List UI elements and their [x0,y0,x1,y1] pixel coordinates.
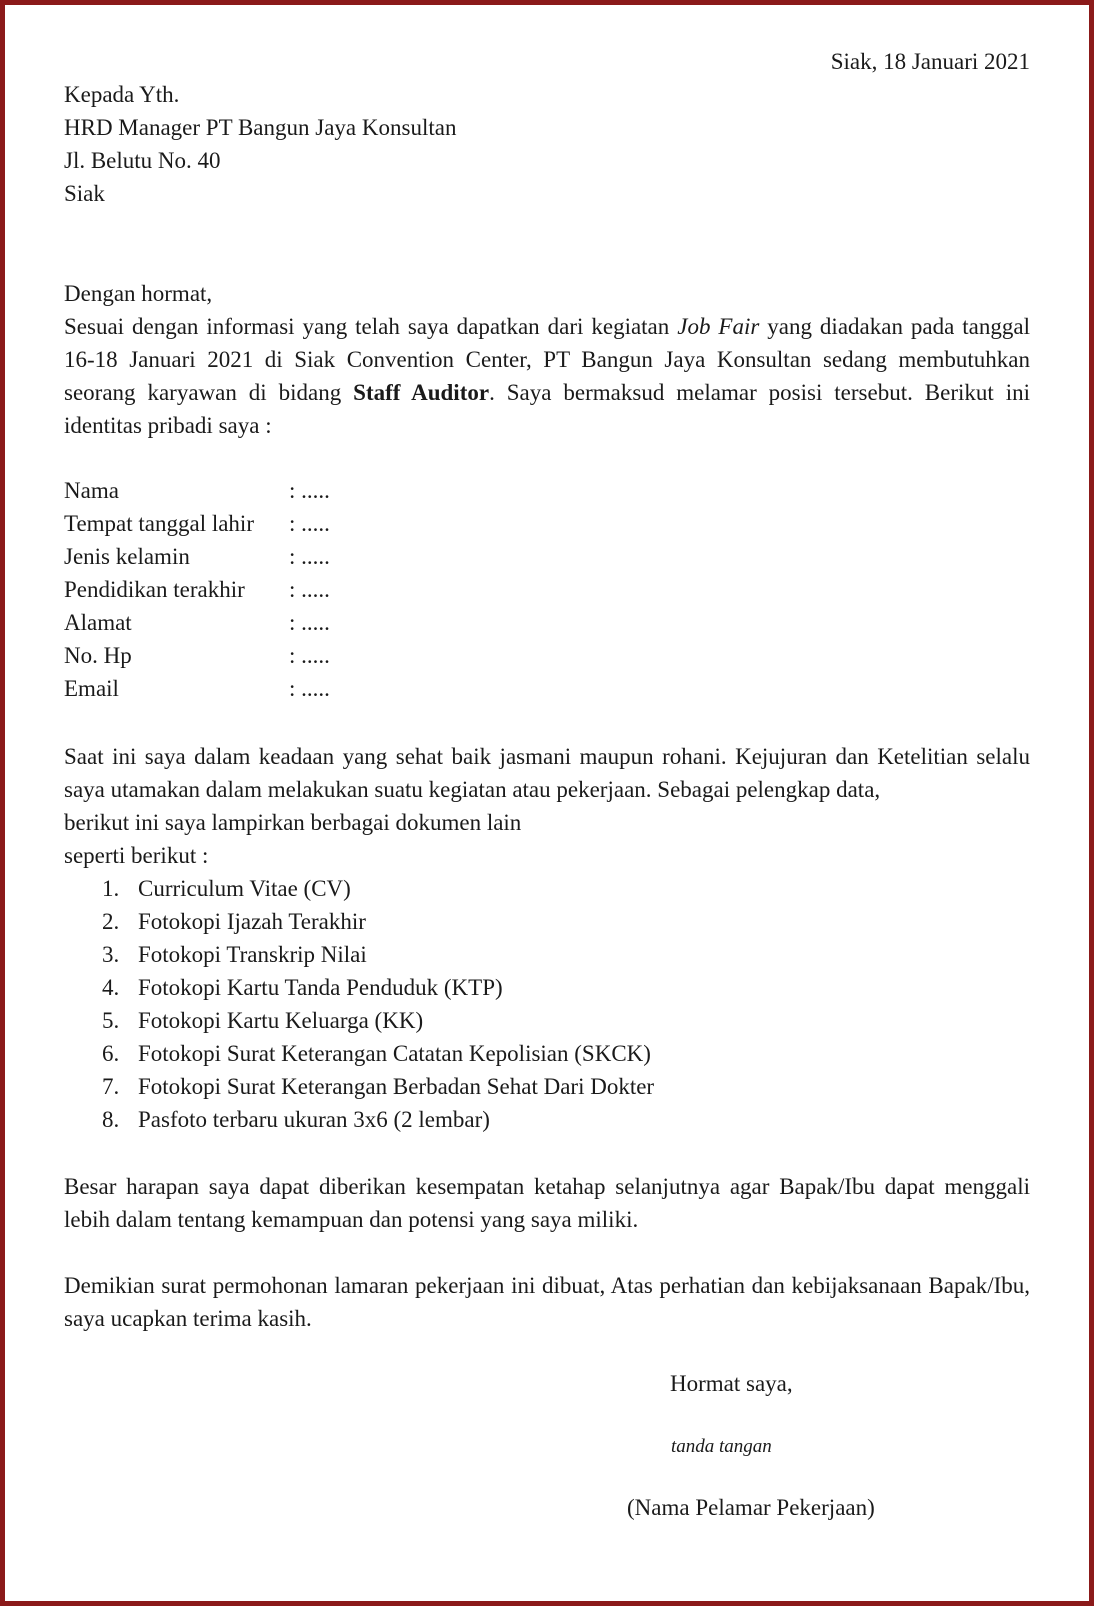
identity-value: : ..... [289,478,330,503]
letter-date: Siak, 18 Januari 2021 [830,49,1030,74]
list-text: Fotokopi Ijazah Terakhir [138,909,366,934]
signature-placeholder: tanda tangan [671,1436,772,1457]
list-text: Fotokopi Surat Keterangan Berbadan Sehat Dari Dokter [138,1074,655,1099]
list-item [102,1070,654,1103]
list-item [102,872,654,905]
list-text: Fotokopi Kartu Tanda Penduduk (KTP) [138,975,503,1000]
list-number: 8. [102,1107,120,1132]
list-number: 6. [102,1041,120,1066]
list-number: 3. [102,942,120,967]
identity-label: Email [64,676,119,701]
job-fair-term: Job Fair [677,314,760,339]
identity-value: : ..... [289,610,330,635]
list-number: 7. [102,1074,120,1099]
list-text: Pasfoto terbaru ukuran 3x6 (2 lembar) [138,1107,490,1132]
health-paragraph: Saat ini saya dalam keadaan yang sehat baik jasmani maupun rohani. Kejujuran dan Ketelitian selalu saya utamakan dalam melakukan suatu kegiatan atau pekerjaan. Sebagai pelengkap data, [64,744,1030,802]
identity-label: Tempat tanggal lahir [64,511,254,536]
attachments-intro-cont: seperti berikut : [64,843,209,868]
intro-text-3: . Saya bermaksud melamar posisi tersebut. Berikut ini identitas pribadi saya : [64,380,1030,438]
identity-label: Nama [64,478,119,503]
identity-row [64,474,330,507]
identity-value: : ..... [289,544,330,569]
list-text: Fotokopi Kartu Keluarga (KK) [138,1008,424,1033]
identity-label: Pendidikan terakhir [64,577,245,602]
identity-row [64,507,330,540]
list-item [102,971,654,1004]
list-item [102,1037,654,1070]
list-text: Curriculum Vitae (CV) [138,876,351,901]
recipient-company: HRD Manager PT Bangun Jaya Konsultan [64,115,457,140]
identity-table [64,474,330,705]
list-number: 5. [102,1008,120,1033]
signer-name: (Nama Pelamar Pekerjaan) [627,1495,875,1520]
greeting: Dengan hormat, [64,281,213,306]
attachments-intro: berikut ini saya lampirkan berbagai dokumen lain [64,810,522,835]
position-title: Staff Auditor [353,380,490,405]
identity-row [64,606,330,639]
hope-paragraph: Besar harapan saya dapat diberikan kesempatan ketahap selanjutnya agar Bapak/Ibu dapat menggali lebih dalam tentang kemampuan dan potensi yang saya miliki. [64,1174,1030,1232]
closing-paragraph: Demikian surat permohonan lamaran pekerjaan ini dibuat, Atas perhatian dan kebijaksanaan Bapak/Ibu, saya ucapkan terima kasih. [64,1273,1030,1331]
intro-text-1: Sesuai dengan informasi yang telah saya dapatkan dari kegiatan [64,314,678,339]
recipient-block [64,78,456,210]
list-number: 1. [102,876,120,901]
identity-value: : ..... [289,676,330,701]
list-text: Fotokopi Surat Keterangan Catatan Kepolisian (SKCK) [138,1041,651,1066]
list-item [102,905,654,938]
list-number: 2. [102,909,120,934]
recipient-street: Jl. Belutu No. 40 [64,148,221,173]
intro-text-2: yang diadakan pada tanggal 16-18 Januari 2021 di Siak Convention Center, PT Bangun Jaya Konsultan sedang membutuhkan seorang karyawan di bidang [64,314,1030,405]
intro-paragraph [64,310,1030,442]
identity-label: Alamat [64,610,132,635]
list-item [102,938,654,971]
list-item [102,1004,654,1037]
list-number: 4. [102,975,120,1000]
identity-label: No. Hp [64,643,132,668]
recipient-salutation: Kepada Yth. [64,82,180,107]
identity-row [64,573,330,606]
list-text: Fotokopi Transkrip Nilai [138,942,367,967]
identity-row [64,672,330,705]
list-item [102,1103,654,1136]
identity-value: : ..... [289,511,330,536]
identity-label: Jenis kelamin [64,544,190,569]
identity-row [64,639,330,672]
identity-value: : ..... [289,577,330,602]
identity-value: : ..... [289,643,330,668]
closing-salutation: Hormat saya, [670,1371,793,1396]
recipient-city: Siak [64,181,105,206]
identity-row [64,540,330,573]
attachments-list [102,872,654,1136]
